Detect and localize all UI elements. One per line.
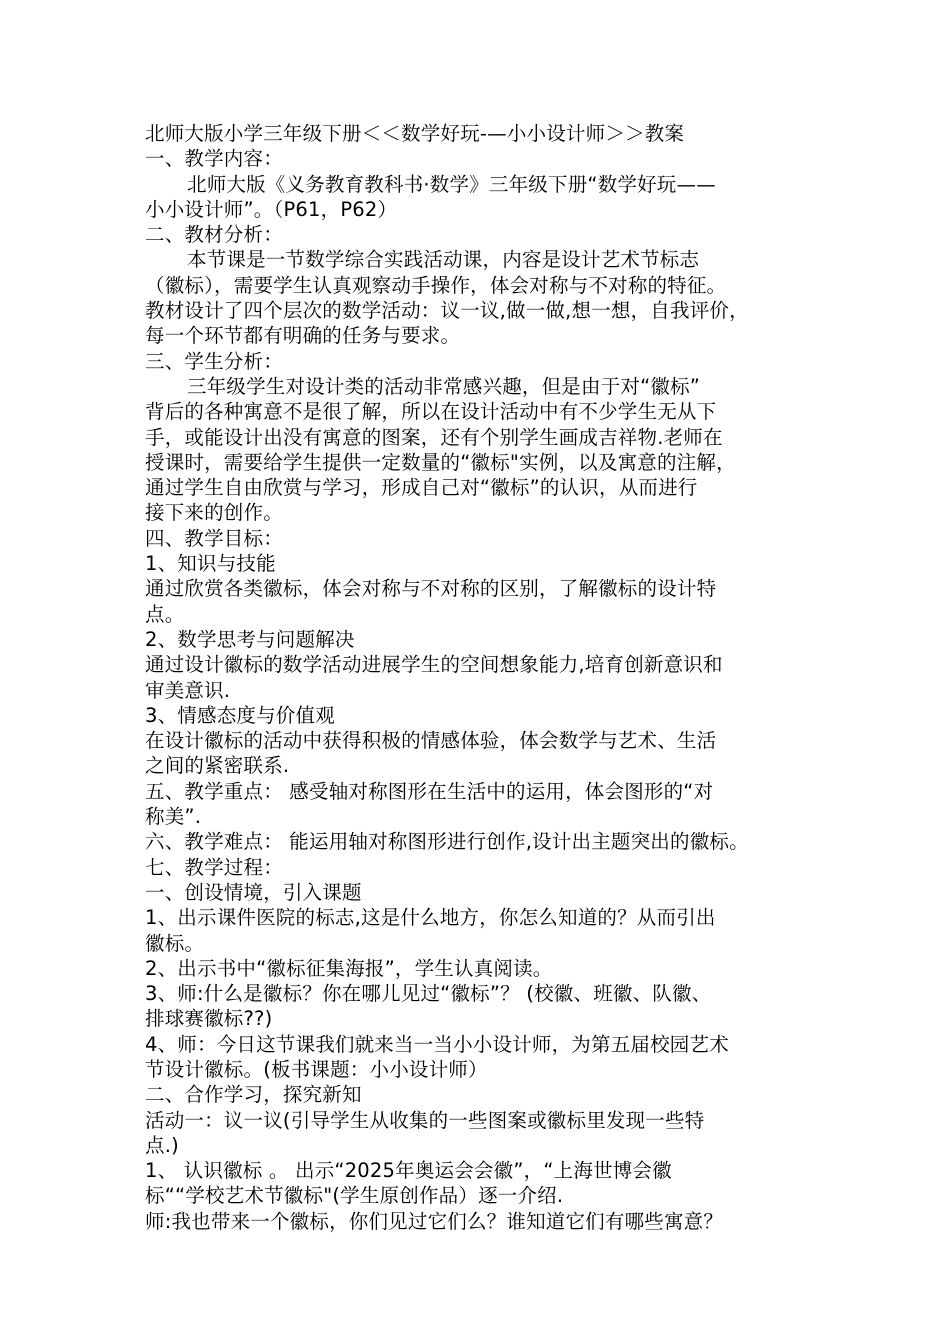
text-line: 三年级学生对设计类的活动非常感兴趣，但是由于对“徽标” — [187, 374, 701, 398]
text-line: 审美意识. — [145, 678, 231, 702]
text-line: 七、教学过程： — [145, 855, 283, 879]
text-line: （徽标），需要学生认真观察动手操作，体会对称与不对称的特征。 — [145, 273, 727, 297]
text-line: 三、学生分析： — [145, 349, 283, 373]
document-title: 北师大版小学三年级下册＜＜数学好玩-—小小设计师＞＞教案 — [145, 122, 685, 145]
document-body — [145, 121, 825, 1234]
document-lines — [145, 146, 825, 1234]
text-line: 3、师:什么是徽标？你在哪儿见过“徽标”？ (校徽、班徽、队徽、 — [145, 982, 712, 1006]
text-line: 2、出示书中“徽标征集海报”，学生认真阅读。 — [145, 956, 553, 980]
text-line: 六、教学难点： 能运用轴对称图形进行创作,设计出主题突出的徽标。 — [145, 830, 749, 854]
text-line: 标““学校艺术节徽标"(学生原创作品）逐一介绍. — [145, 1184, 564, 1208]
text-line: 小小设计师”。（P61，P62） — [145, 197, 398, 221]
text-line: 授课时，需要给学生提供一定数量的“徽标"实例，以及寓意的注解， — [145, 450, 736, 474]
text-line: 称美”. — [145, 805, 202, 829]
text-line: 1、知识与技能 — [145, 552, 276, 576]
text-line: 接下来的创作。 — [145, 501, 283, 525]
text-line: 师:我也带来一个徽标，你们见过它们么？谁知道它们有哪些寓意？ — [145, 1209, 724, 1233]
text-line: 二、教材分析： — [145, 223, 283, 247]
text-line: 通过欣赏各类徽标，体会对称与不对称的区别，了解徽标的设计特 — [145, 577, 717, 601]
text-line: 之间的紧密联系. — [145, 754, 290, 778]
text-line: 背后的各种寓意不是很了解，所以在设计活动中有不少学生无从下 — [145, 400, 717, 424]
text-line: 通过设计徽标的数学活动进展学生的空间想象能力,培育创新意识和 — [145, 653, 723, 677]
text-line: 通过学生自由欣赏与学习，形成自己对“徽标”的认识，从而进行 — [145, 476, 698, 500]
text-line: 一、教学内容： — [145, 147, 283, 171]
text-line: 1、出示课件医院的标志,这是什么地方，你怎么知道的？从而引出 — [145, 906, 716, 930]
text-line: 徽标。 — [145, 931, 205, 955]
text-line: 3、情感态度与价值观 — [145, 703, 335, 727]
text-line: 活动一：议一议(引导学生从收集的一些图案或徽标里发现一些特 — [145, 1108, 705, 1132]
text-line: 排球赛徽标??) — [145, 1007, 273, 1031]
text-line: 北师大版《义务教育教科书·数学》三年级下册“数学好玩—— — [187, 172, 716, 196]
text-line: 四、教学目标： — [145, 526, 283, 550]
text-line: 教材设计了四个层次的数学活动：议一议,做一做,想一想，自我评价， — [145, 299, 749, 323]
text-line: 本节课是一节数学综合实践活动课，内容是设计艺术节标志 — [187, 248, 700, 272]
text-line: 1、 认识徽标 。 出示“2025年奥运会会徽”，“上海世博会徽 — [145, 1159, 672, 1183]
text-line: 4、师：今日这节课我们就来当一当小小设计师，为第五届校园艺术 — [145, 1032, 729, 1056]
text-line: 在设计徽标的活动中获得积极的情感体验，体会数学与艺术、生活 — [145, 729, 717, 753]
text-line: 五、教学重点： 感受轴对称图形在生活中的运用，体会图形的“对 — [145, 779, 714, 803]
text-line: 2、数学思考与问题解决 — [145, 627, 355, 651]
text-line: 一、创设情境，引入课题 — [145, 880, 362, 904]
text-line: 点.) — [145, 1133, 179, 1157]
text-line: 节设计徽标。(板书课题：小小设计师） — [145, 1057, 488, 1081]
text-line: 二、合作学习，探究新知 — [145, 1083, 362, 1107]
text-line: 手，或能设计出没有寓意的图案，还有个别学生画成吉祥物.老师在 — [145, 425, 723, 449]
text-line: 点。 — [145, 602, 185, 626]
text-line: 每一个环节都有明确的任务与要求。 — [145, 324, 461, 348]
